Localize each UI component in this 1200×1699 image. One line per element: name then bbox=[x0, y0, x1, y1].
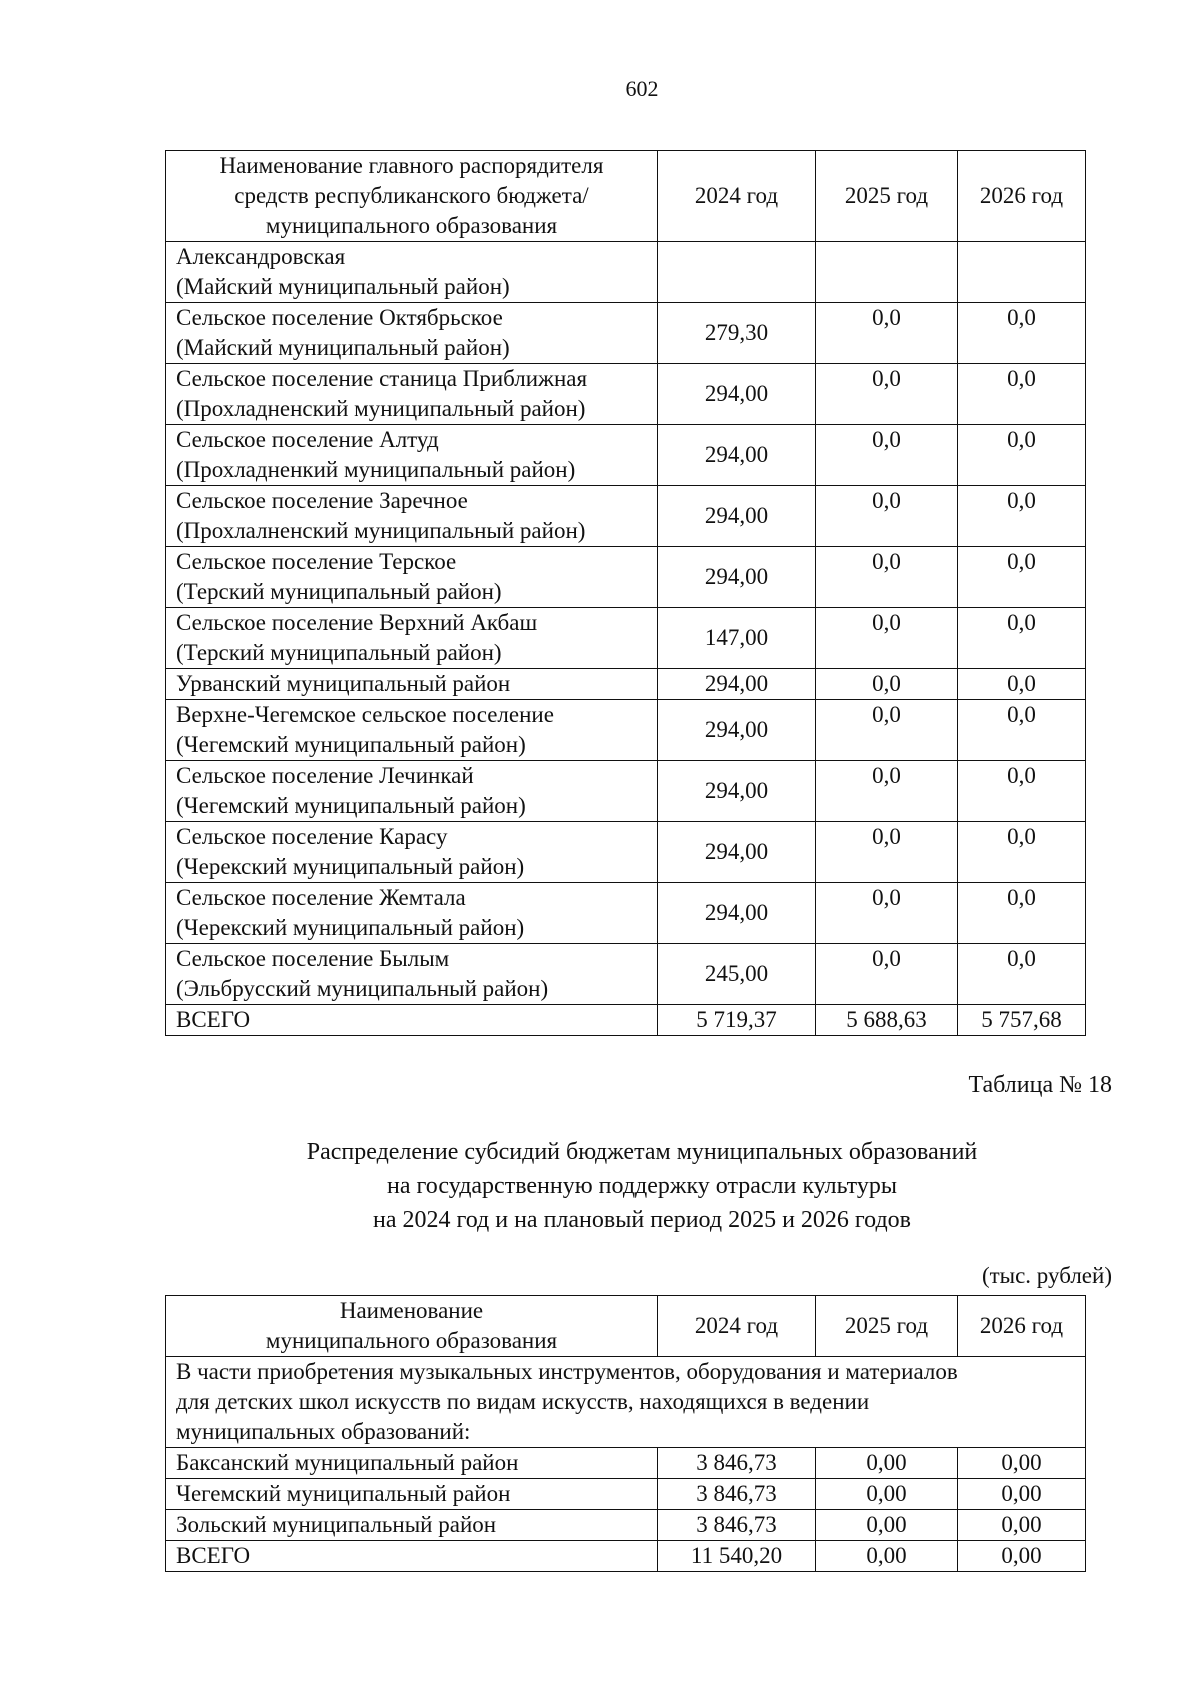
row-value-2026: 0,0 bbox=[958, 761, 1086, 822]
row-value-2026: 0,0 bbox=[958, 608, 1086, 669]
row-value-2026: 0,0 bbox=[958, 547, 1086, 608]
row-name-line: Сельское поселение Жемтала bbox=[176, 885, 466, 910]
row-name-line: Сельское поселение станица Приближная bbox=[176, 366, 588, 391]
row-value-2026: 0,0 bbox=[958, 700, 1086, 761]
section-row bbox=[166, 1357, 1086, 1448]
table-body-a bbox=[166, 303, 1086, 669]
subsidy-table-continued bbox=[165, 150, 1086, 1036]
table-row bbox=[166, 425, 1086, 486]
page-number: 602 bbox=[625, 76, 659, 101]
table-row bbox=[166, 761, 1086, 822]
table-row bbox=[166, 1479, 1086, 1510]
total-2026: 5 757,68 bbox=[958, 1005, 1086, 1036]
row-name bbox=[166, 608, 658, 669]
column-header-2025: 2025 год bbox=[816, 151, 958, 242]
table-number-label: Таблица № 18 bbox=[968, 1072, 1112, 1098]
row-value-2024: 294,00 bbox=[658, 822, 816, 883]
table-header-row bbox=[166, 151, 1086, 242]
table-row bbox=[166, 1510, 1086, 1541]
row-value-2025 bbox=[816, 242, 958, 303]
row-value-2026: 0,0 bbox=[958, 364, 1086, 425]
total-2025: 5 688,63 bbox=[816, 1005, 958, 1036]
row-name-line: Сельское поселение Терское bbox=[176, 549, 457, 574]
row-value-2026: 0,0 bbox=[958, 883, 1086, 944]
column-header-name: Наименование главного распорядителя средств республиканского бюджета/ муниципального образования bbox=[166, 151, 658, 242]
row-value-2024 bbox=[658, 242, 816, 303]
culture-subsidy-table bbox=[165, 1295, 1086, 1572]
table-title: Распределение субсидий бюджетам муниципальных образований на государственную поддержку отрасли культуры на 2024 год и на плановый период 2025 и 2026 годов bbox=[306, 1139, 978, 1233]
row-value-2024: 3 846,73 bbox=[658, 1510, 816, 1541]
row-name-line: Верхне-Чегемское сельское поселение bbox=[176, 702, 554, 727]
row-name bbox=[166, 822, 658, 883]
table-row bbox=[166, 303, 1086, 364]
row-value-2026: 0,00 bbox=[958, 1479, 1086, 1510]
row-value-2025: 0,00 bbox=[816, 1510, 958, 1541]
total-2024: 5 719,37 bbox=[658, 1005, 816, 1036]
row-value-2026: 0,0 bbox=[958, 944, 1086, 1005]
row-name-line: Сельское поселение Верхний Акбаш bbox=[176, 610, 538, 635]
row-name: Александровская (Майский муниципальный район) bbox=[166, 242, 658, 303]
column-header-2024: 2024 год bbox=[658, 151, 816, 242]
row-name bbox=[166, 303, 658, 364]
row-value-2026: 0,0 bbox=[958, 669, 1086, 700]
row-name-line: (Терский муниципальный район) bbox=[176, 579, 502, 604]
table-row bbox=[166, 822, 1086, 883]
section-description: В части приобретения музыкальных инструментов, оборудования и материалов для детских школ искусств по видам искусств, находящихся в ведении муниципальных образований: bbox=[166, 1357, 1086, 1448]
row-name bbox=[166, 425, 658, 486]
table-row bbox=[166, 883, 1086, 944]
column-header-name: Наименование муниципального образования bbox=[166, 1296, 658, 1357]
row-name bbox=[166, 761, 658, 822]
total-row bbox=[166, 1541, 1086, 1572]
total-2026: 0,00 bbox=[958, 1541, 1086, 1572]
row-value-2026: 0,00 bbox=[958, 1510, 1086, 1541]
row-name-line: (Терский муниципальный район) bbox=[176, 640, 502, 665]
row-value-2025: 0,0 bbox=[816, 822, 958, 883]
row-value-2025: 0,0 bbox=[816, 547, 958, 608]
row-name-line: (Прохлалненский муниципальный район) bbox=[176, 518, 586, 543]
row-name bbox=[166, 883, 658, 944]
row-name-line: (Чегемский муниципальный район) bbox=[176, 793, 526, 818]
row-name bbox=[166, 700, 658, 761]
table-row bbox=[166, 944, 1086, 1005]
row-value-2024: 294,00 bbox=[658, 547, 816, 608]
row-value-2025: 0,0 bbox=[816, 944, 958, 1005]
row-name-line: (Прохладненкий муниципальный район) bbox=[176, 457, 576, 482]
column-header-2025: 2025 год bbox=[816, 1296, 958, 1357]
row-name-line: Сельское поселение Заречное bbox=[176, 488, 468, 513]
column-header-2024: 2024 год bbox=[658, 1296, 816, 1357]
row-name: Зольский муниципальный район bbox=[166, 1510, 658, 1541]
row-value-2024: 294,00 bbox=[658, 700, 816, 761]
table-row bbox=[166, 547, 1086, 608]
row-value-2025: 0,0 bbox=[816, 761, 958, 822]
row-name-line: (Черекский муниципальный район) bbox=[176, 915, 525, 940]
row-value-2025: 0,0 bbox=[816, 303, 958, 364]
row-name-line: Сельское поселение Алтуд bbox=[176, 427, 439, 452]
table-body bbox=[166, 1448, 1086, 1541]
row-name bbox=[166, 364, 658, 425]
row-name-line: (Прохладненский муниципальный район) bbox=[176, 396, 586, 421]
row-value-2025: 0,0 bbox=[816, 486, 958, 547]
row-value-2026: 0,0 bbox=[958, 486, 1086, 547]
row-name-line: (Чегемский муниципальный район) bbox=[176, 732, 526, 757]
total-row bbox=[166, 1005, 1086, 1036]
row-name-line: Сельское поселение Карасу bbox=[176, 824, 448, 849]
row-value-2025: 0,0 bbox=[816, 608, 958, 669]
row-value-2025: 0,00 bbox=[816, 1479, 958, 1510]
row-value-2025: 0,0 bbox=[816, 669, 958, 700]
table-row bbox=[166, 364, 1086, 425]
row-value-2025: 0,00 bbox=[816, 1448, 958, 1479]
row-value-2024: 294,00 bbox=[658, 883, 816, 944]
row-value-2024: 294,00 bbox=[658, 761, 816, 822]
row-name-line: (Эльбрусский муниципальный район) bbox=[176, 976, 549, 1001]
row-value-2026: 0,00 bbox=[958, 1448, 1086, 1479]
row-value-2024: 147,00 bbox=[658, 608, 816, 669]
table-row bbox=[166, 700, 1086, 761]
row-name-line: (Черекский муниципальный район) bbox=[176, 854, 525, 879]
row-value-2026 bbox=[958, 242, 1086, 303]
table-row bbox=[166, 669, 1086, 700]
row-value-2024: 294,00 bbox=[658, 669, 816, 700]
row-name-line: (Майский муниципальный район) bbox=[176, 335, 510, 360]
row-name bbox=[166, 547, 658, 608]
table-body-b bbox=[166, 700, 1086, 1005]
row-value-2025: 0,0 bbox=[816, 700, 958, 761]
column-header-2026: 2026 год bbox=[958, 1296, 1086, 1357]
row-value-2024: 3 846,73 bbox=[658, 1448, 816, 1479]
total-2025: 0,00 bbox=[816, 1541, 958, 1572]
table-header-row bbox=[166, 1296, 1086, 1357]
row-value-2025: 0,0 bbox=[816, 425, 958, 486]
row-value-2025: 0,0 bbox=[816, 364, 958, 425]
table-row bbox=[166, 486, 1086, 547]
row-name bbox=[166, 486, 658, 547]
total-2024: 11 540,20 bbox=[658, 1541, 816, 1572]
table-row bbox=[166, 242, 1086, 303]
row-name-line: Сельское поселение Октябрьское bbox=[176, 305, 503, 330]
row-name-line: Сельское поселение Лечинкай bbox=[176, 763, 474, 788]
row-value-2024: 294,00 bbox=[658, 425, 816, 486]
row-value-2024: 294,00 bbox=[658, 364, 816, 425]
row-name bbox=[166, 944, 658, 1005]
table-row bbox=[166, 1448, 1086, 1479]
row-value-2024: 294,00 bbox=[658, 486, 816, 547]
table-row bbox=[166, 608, 1086, 669]
row-value-2024: 3 846,73 bbox=[658, 1479, 816, 1510]
row-value-2026: 0,0 bbox=[958, 425, 1086, 486]
row-name: Чегемский муниципальный район bbox=[166, 1479, 658, 1510]
row-value-2026: 0,0 bbox=[958, 822, 1086, 883]
total-label: ВСЕГО bbox=[166, 1005, 658, 1036]
row-value-2024: 245,00 bbox=[658, 944, 816, 1005]
units-label: (тыс. рублей) bbox=[981, 1263, 1112, 1288]
row-value-2024: 279,30 bbox=[658, 303, 816, 364]
row-name-line: Сельское поселение Былым bbox=[176, 946, 450, 971]
row-value-2025: 0,0 bbox=[816, 883, 958, 944]
column-header-2026: 2026 год bbox=[958, 151, 1086, 242]
row-name: Баксанский муниципальный район bbox=[166, 1448, 658, 1479]
total-label: ВСЕГО bbox=[166, 1541, 658, 1572]
row-value-2026: 0,0 bbox=[958, 303, 1086, 364]
row-name: Урванский муниципальный район bbox=[166, 669, 658, 700]
